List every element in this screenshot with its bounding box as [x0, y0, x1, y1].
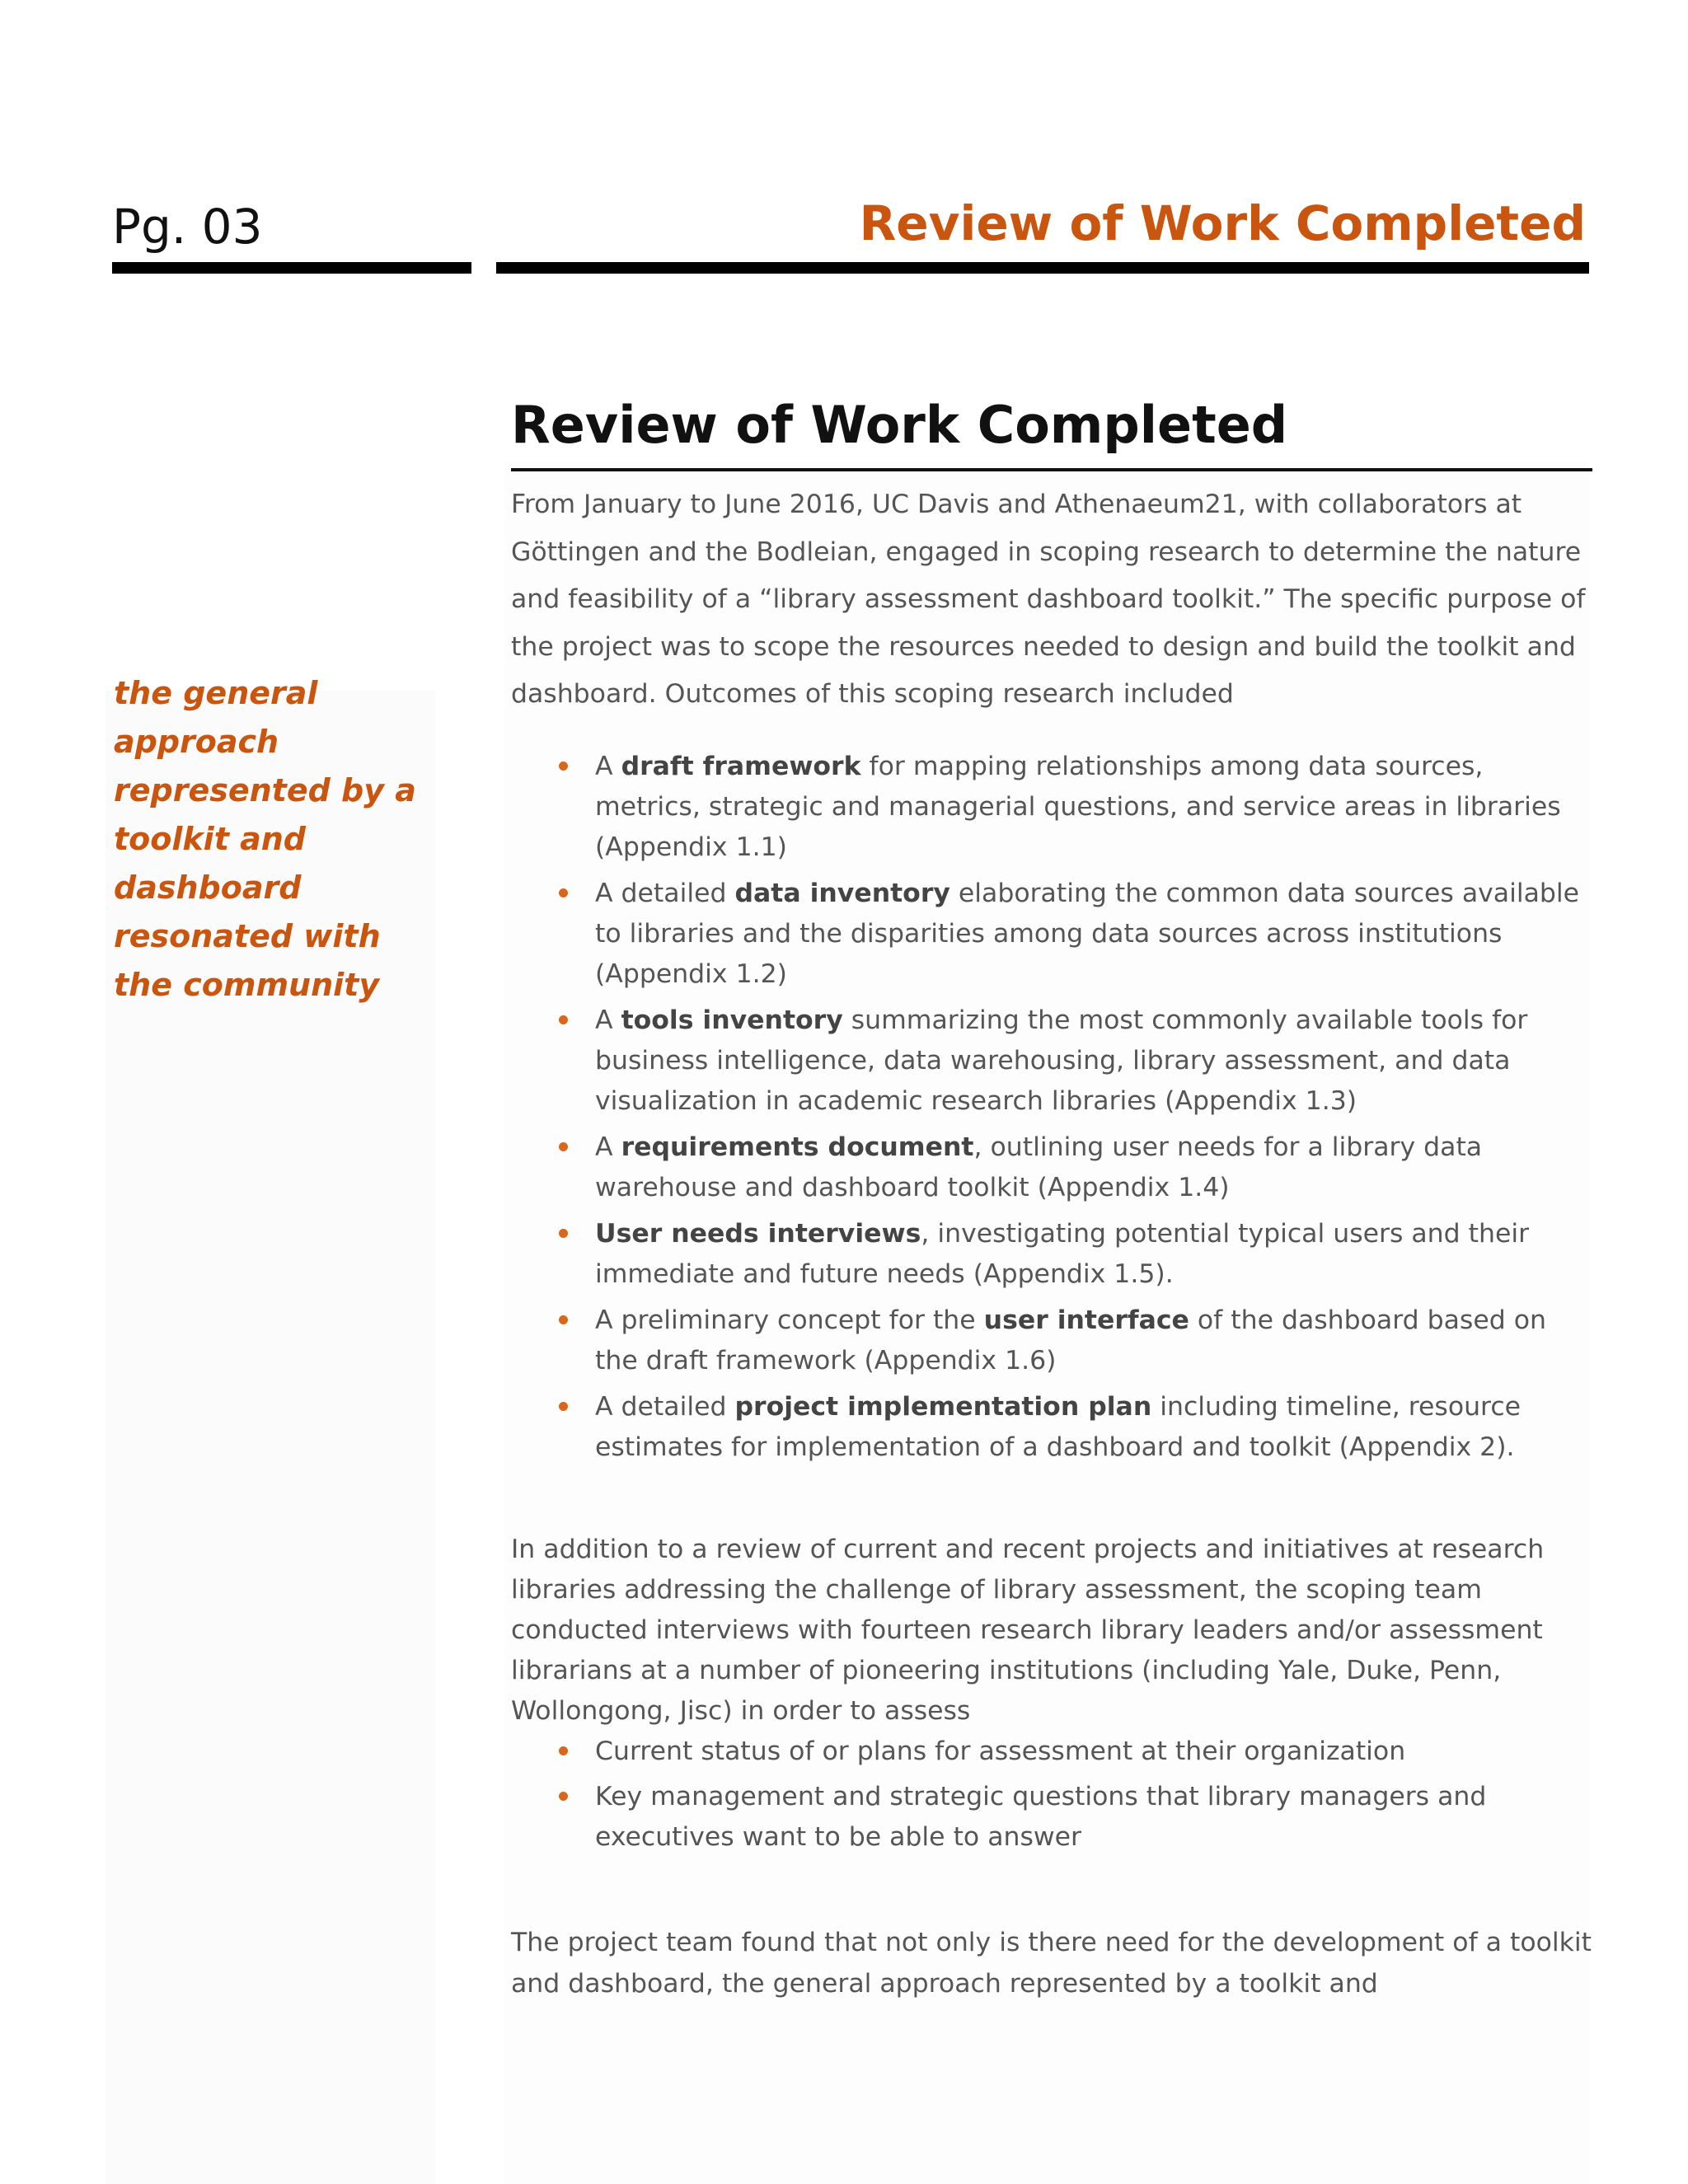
list-item: A tools inventory summarizing the most commonly available tools for business intelligence, data warehousing, library assessment, and data visualization in academic research libraries (Appendix 1.3) [511, 1001, 1592, 1122]
bullet-icon [559, 1792, 568, 1801]
closing-paragraph: The project team found that not only is there need for the development of a toolkit and dashboard, the general approach represented by a toolkit and [511, 1927, 1592, 1999]
bullet-icon [559, 1315, 568, 1324]
bold-term: project implementation plan [734, 1391, 1152, 1422]
header-rule-left [112, 262, 471, 274]
bold-term: tools inventory [621, 1005, 843, 1035]
intro-paragraph: From January to June 2016, UC Davis and Athenaeum21, with collaborators at Göttingen and the Bodleian, engaged in scoping research to determine the nature and feasibility of a “library assessment dashboard toolkit.” The specific purpose of the project was to scope the resources needed to design and build the toolkit and dashboard. Outcomes of this scoping research included [511, 490, 1586, 709]
review-paragraph: In addition to a review of current and recent projects and initiatives at research libraries addressing the challenge of library assessment, the scoping team conducted interviews with fourteen research library leaders and/or assessment librarians at a number of pioneering institutions (including Yale, Duke, Penn, Wollongong, Jisc) in order to assess [511, 1534, 1545, 1726]
section-heading: Review of Work Completed [511, 387, 1592, 471]
bullet-icon [559, 1402, 568, 1411]
list-item: Current status of or plans for assessment at their organization [511, 1732, 1592, 1772]
bullet-icon [559, 762, 568, 771]
list-item: A detailed data inventory elaborating the common data sources available to libraries and the disparities among data sources across institutions (Appendix 1.2) [511, 874, 1592, 995]
bullet-icon [559, 1746, 568, 1755]
bold-term: user interface [983, 1305, 1189, 1335]
list-item: A draft framework for mapping relationships among data sources, metrics, strategic and managerial questions, and service areas in libraries (Appendix 1.1) [511, 747, 1592, 868]
bullet-icon [559, 888, 568, 898]
bullet-icon [559, 1015, 568, 1024]
pull-quote: the general approach represented by a toolkit and dashboard resonated with the community [114, 675, 416, 1003]
bold-term: data inventory [734, 878, 950, 908]
list-item: A preliminary concept for the user interface of the dashboard based on the draft framework (Appendix 1.6) [511, 1301, 1592, 1381]
bold-term: requirements document [621, 1132, 974, 1162]
list-item: A detailed project implementation plan including timeline, resource estimates for implementation of a dashboard and toolkit (Appendix 2). [511, 1387, 1592, 1468]
bold-term: draft framework [621, 751, 861, 781]
list-item: A requirements document, outlining user needs for a library data warehouse and dashboard toolkit (Appendix 1.4) [511, 1127, 1592, 1208]
bold-term: User needs interviews [595, 1218, 921, 1249]
outcomes-list [511, 747, 1592, 1468]
list-item: User needs interviews, investigating potential typical users and their immediate and future needs (Appendix 1.5). [511, 1214, 1592, 1295]
main-content [511, 387, 1592, 2004]
list-item: Key management and strategic questions that library managers and executives want to be able to answer [511, 1777, 1592, 1858]
bullet-icon [559, 1229, 568, 1238]
page-number: Pg. 03 [112, 199, 263, 255]
bullet-icon [559, 1142, 568, 1151]
assess-list [511, 1732, 1592, 1858]
header-title: Review of Work Completed [859, 195, 1586, 251]
header-rule-right [496, 262, 1589, 274]
